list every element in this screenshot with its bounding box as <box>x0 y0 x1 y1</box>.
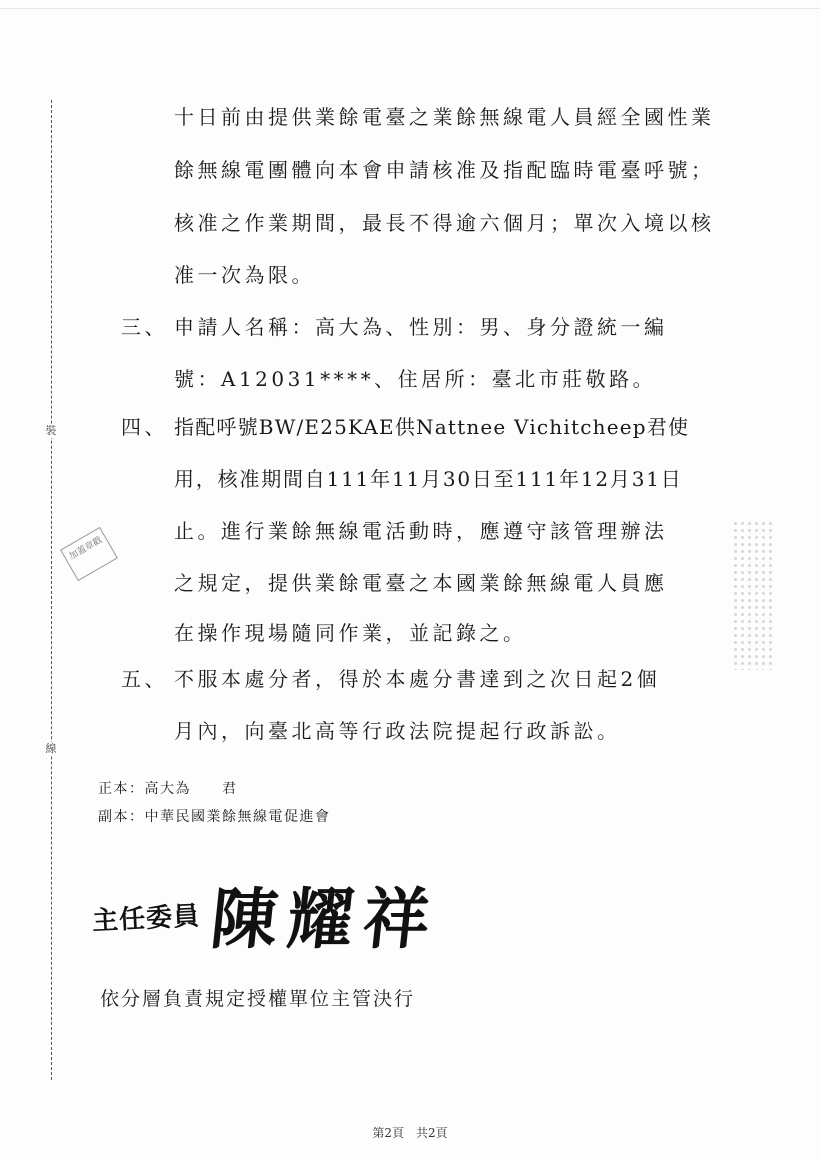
copy-recipient: 副本：中華民國業餘無線電促進會 <box>98 809 331 825</box>
received-stamp <box>60 527 118 581</box>
delegation-note: 依分層負責規定授權單位主管決行 <box>100 988 416 1010</box>
item-3-line-1: 申請人名稱：高大為、性別：男、身分證統一編 <box>174 315 668 339</box>
item-5-number: 五、 <box>121 667 168 691</box>
item-3-number: 三、 <box>121 315 168 339</box>
item-4-number: 四、 <box>121 415 168 439</box>
item-5-line-2: 月內，向臺北高等行政法院提起行政訴訟。 <box>174 719 621 743</box>
page-top-edge <box>0 8 820 9</box>
continuation-line-2: 餘無線電團體向本會申請核准及指配臨時電臺呼號； <box>174 158 715 182</box>
item-5-line-1: 不服本處分者，得於本處分書達到之次日起2個 <box>174 667 661 691</box>
punch-hole-marks <box>732 520 776 670</box>
continuation-line-1: 十日前由提供業餘電臺之業餘無線電人員經全國性業 <box>174 105 715 129</box>
binding-mark-bottom: 線 <box>42 742 60 756</box>
item-4-line-5: 在操作現場隨同作業，並記錄之。 <box>174 621 527 645</box>
signature-name: 陳耀祥 <box>207 881 444 958</box>
binding-line <box>51 100 52 1080</box>
binding-mark-top: 裝 <box>42 424 60 438</box>
continuation-line-4: 准一次為限。 <box>174 263 315 287</box>
item-4-line-3: 止。進行業餘無線電活動時，應遵守該管理辦法 <box>174 519 668 543</box>
continuation-line-3: 核准之作業期間，最長不得逾六個月；單次入境以核 <box>174 211 715 235</box>
signature-title: 主任委員 <box>91 901 201 937</box>
item-4-line-4: 之規定，提供業餘電臺之本國業餘無線電人員應 <box>174 571 668 595</box>
original-recipient: 正本：高大為 君 <box>98 781 238 797</box>
page-number: 第2頁 共2頁 <box>372 1126 448 1140</box>
item-3-line-2: 號：A12031****、住居所：臺北市莊敬路。 <box>174 367 657 391</box>
item-4-line-1: 指配呼號BW/E25KAE供Nattnee Vichitcheep君使 <box>174 415 690 439</box>
received-stamp-text: 加蓋章戳 <box>67 535 105 563</box>
item-4-line-2: 用，核准期間自111年11月30日至111年12月31日 <box>174 467 683 491</box>
